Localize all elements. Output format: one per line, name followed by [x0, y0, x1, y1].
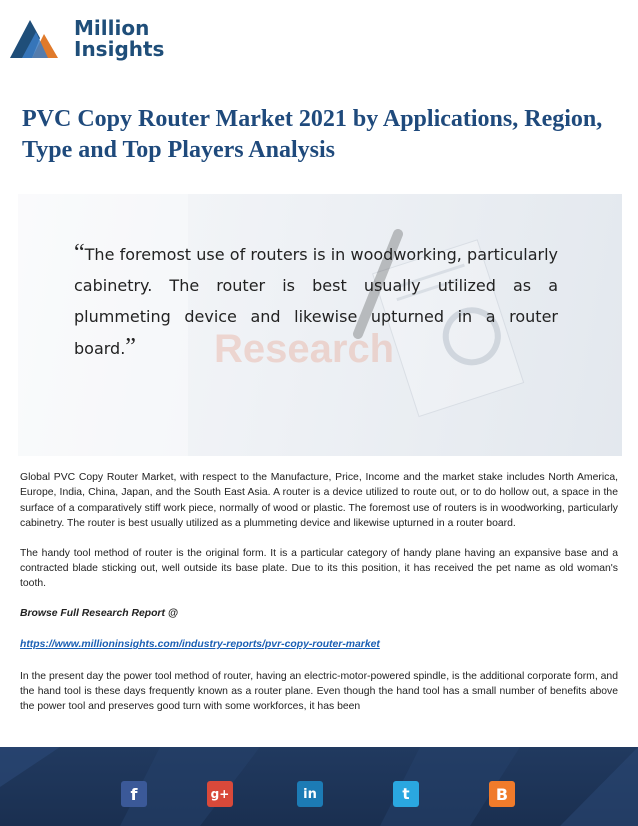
footer-bar [0, 747, 638, 826]
google-plus-icon[interactable]: g+ [207, 781, 233, 807]
blogger-icon[interactable]: B [489, 781, 515, 807]
twitter-icon[interactable]: t [393, 781, 419, 807]
report-title: PVC Copy Router Market 2021 by Applications, Region, Type and Top Players Analysis [22, 106, 603, 163]
paragraph-2: The handy tool method of router is the original form. It is a particular category of handy plane having an expansive base and a contracted blade sticking out, well outside its base plate. Due to its this position, it has received the pet name as old woman's tooth. [20, 547, 618, 590]
quote-open-mark: “ [74, 240, 85, 266]
banner-watermark: Research [214, 327, 395, 371]
facebook-icon[interactable]: f [121, 781, 147, 807]
million-insights-logo [8, 8, 168, 60]
logo-line1: Million [74, 16, 150, 40]
linkedin-icon[interactable]: in [297, 781, 323, 807]
quote-text: The foremost use of routers is in woodworking, particularly cabinetry. The router is best usually utilized as a plummeting device and likewise upturned in a router board. [74, 245, 558, 358]
pull-quote [74, 238, 558, 364]
paragraph-3: In the present day the power tool method of router, having an electric-motor-powered spindle, is the additional corporate form, and the hand tool is these days frequently known as a router plane. Even though the hand tool has a small number of benefits above the power tool and preserves good turn with some workforces, it has been [20, 670, 618, 713]
report-link[interactable]: https://www.millioninsights.com/industry-reports/pvr-copy-router-market [20, 639, 380, 651]
logo-line2: Insights [74, 37, 165, 61]
paragraph-1: Global PVC Copy Router Market, with respect to the Manufacture, Price, Income and the market stake includes North America, Europe, India, China, Japan, and the South East Asia. A router is a device utilized to route out, or to do hollow out, a space in the surface of a comparatively stiff work piece, normally of wood or plastic. The foremost use of routers is in woodworking, particularly cabinetry. The router is best usually utilized as a plummeting device and likewise upturned in a router board. [20, 472, 618, 530]
logo-text [74, 18, 164, 60]
quote-close-mark: ” [125, 334, 136, 360]
browse-report-label: Browse Full Research Report @ [20, 607, 178, 619]
article-body [20, 470, 618, 715]
logo-mark-icon [8, 8, 70, 60]
